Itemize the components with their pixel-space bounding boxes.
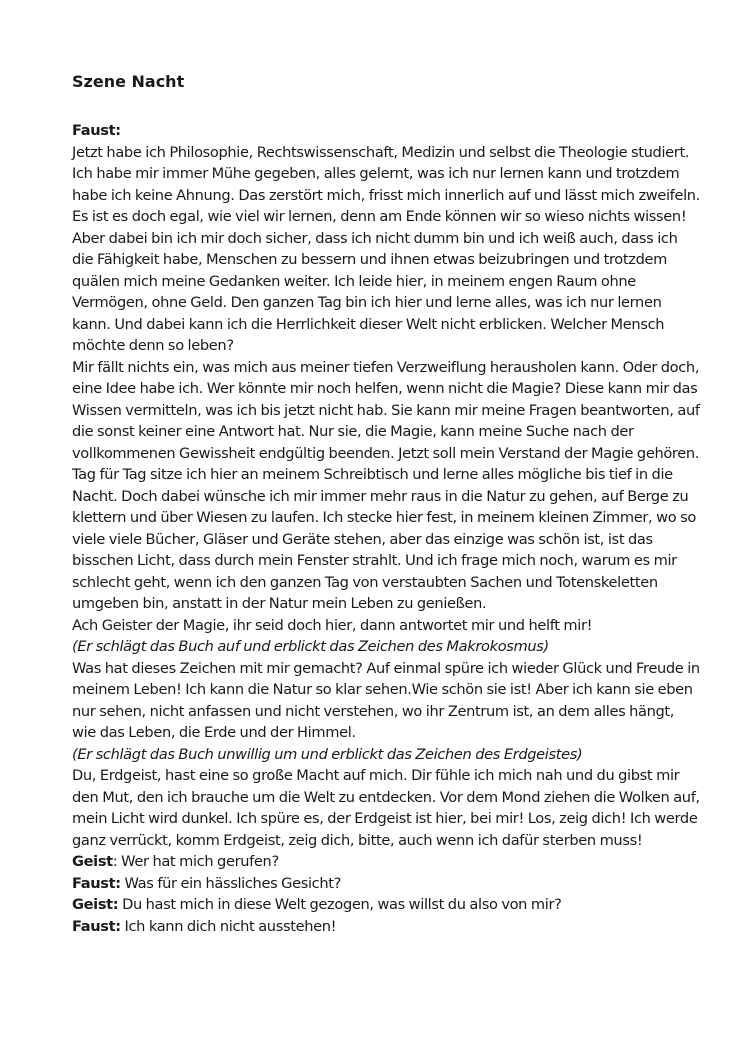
speaker-name: Faust: <box>72 122 121 139</box>
monologue-paragraph: Tag für Tag sitze ich hier an meinem Schreibtisch und lerne alles mögliche bis tief in die Nacht. Doch dabei wünsche ich mir immer mehr raus in die Natur zu gehen, auf Berge zu klettern und über Wiesen zu laufen. Ich stecke hier fest, in meinem kleinen Zimmer, wo so viele viele Bücher, Gläser und Geräte stehen, aber das einzige was schön ist, ist das bisschen Licht, dass durch mein Fenster strahlt. Und ich frage mich noch, warum es mir schlecht geht, wenn ich den ganzen Tag von verstaubten Sachen und Totenskeletten umgeben bin, anstatt in der Natur mein Leben zu genießen. <box>72 466 696 612</box>
dialogue-text: : Wer hat mich gerufen? <box>112 853 279 870</box>
scene-title: Szene Nacht <box>72 72 185 91</box>
monologue-paragraph: Jetzt habe ich Philosophie, Rechtswissenschaft, Medizin und selbst die Theologie studiert. Ich habe mir immer Mühe gegeben, alles gelernt, was ich nur lernen kann und trotzdem habe ich keine Ahnung. Das zerstört mich, frisst mich innerlich auf und lässt mich zweifeln. Es ist es doch egal, wie viel wir lernen, denn am Ende können wir so wieso nichts wissen! Aber dabei bin ich mir doch sicher, dass ich nicht dumm bin und ich weiß auch, dass ich die Fähigkeit habe, Menschen zu bessern und ihnen etwas beizubringen und trotzdem quälen mich meine Gedanken weiter. Ich leide hier, in meinem engen Raum ohne Vermögen, ohne Geld. Den ganzen Tag bin ich hier und lerne alles, was ich nur lernen kann. Und dabei kann ich die Herrlichkeit dieser Welt nicht erblicken. Welcher Mensch möchte denn so leben? <box>72 143 700 354</box>
dialogue-line <box>72 873 700 895</box>
scene-text <box>72 120 700 937</box>
dialogue-line <box>72 894 700 916</box>
dialogue-text: Du hast mich in diese Welt gezogen, was willst du also von mir? <box>118 896 562 913</box>
speaker-name: Geist <box>72 853 113 870</box>
stage-direction: (Er schlägt das Buch unwillig um und erblickt das Zeichen des Erdgeistes) <box>72 745 583 763</box>
speaker-name: Faust: <box>72 917 121 935</box>
speaker-name: Geist: <box>72 896 119 913</box>
dialogue-line <box>72 851 700 873</box>
dialogue-text: Ich kann dich nicht ausstehen! <box>120 917 337 935</box>
monologue-paragraph: Mir fällt nichts ein, was mich aus meiner tiefen Verzweiflung herausholen kann. Oder doch, eine Idee habe ich. Wer könnte mir noch helfen, wenn nicht die Magie? Diese kann mir das Wissen vermitteln, was ich bis jetzt nicht hab. Sie kann mir meine Fragen beantworten, auf die sonst keiner eine Antwort hat. Nur sie, die Magie, kann meine Suche nach der vollkommenen Gewissheit endgültig beenden. Jetzt soll mein Verstand der Magie gehören. <box>72 358 700 462</box>
monologue-paragraph: Du, Erdgeist, hast eine so große Macht auf mich. Dir fühle ich mich nah und du gibst mir den Mut, den ich brauche um die Welt zu entdecken. Vor dem Mond ziehen die Wolken auf, mein Licht wird dunkel. Ich spüre es, der Erdgeist ist hier, bei mir! Los, zeig dich! Ich werde ganz verrückt, komm Erdgeist, zeig dich, bitte, auch wenn ich dafür sterben muss! <box>72 767 700 849</box>
monologue-paragraph: Was hat dieses Zeichen mit mir gemacht? Auf einmal spüre ich wieder Glück und Freude in meinem Leben! Ich kann die Natur so klar sehen.Wie schön sie ist! Aber ich kann sie eben nur sehen, nicht anfassen und nicht verstehen, wo ihr Zentrum ist, an dem alles hängt, wie das Leben, die Erde und der Himmel. <box>72 659 700 741</box>
dialogue-text: Was für ein hässliches Gesicht? <box>120 874 342 892</box>
speaker-name: Faust: <box>72 874 121 892</box>
speaker-line <box>72 120 700 142</box>
dialogue-line <box>72 916 700 938</box>
monologue-paragraph: Ach Geister der Magie, ihr seid doch hier, dann antwortet mir und helft mir! <box>72 616 593 634</box>
stage-direction: (Er schlägt das Buch auf und erblickt das Zeichen des Makrokosmus) <box>72 638 549 655</box>
